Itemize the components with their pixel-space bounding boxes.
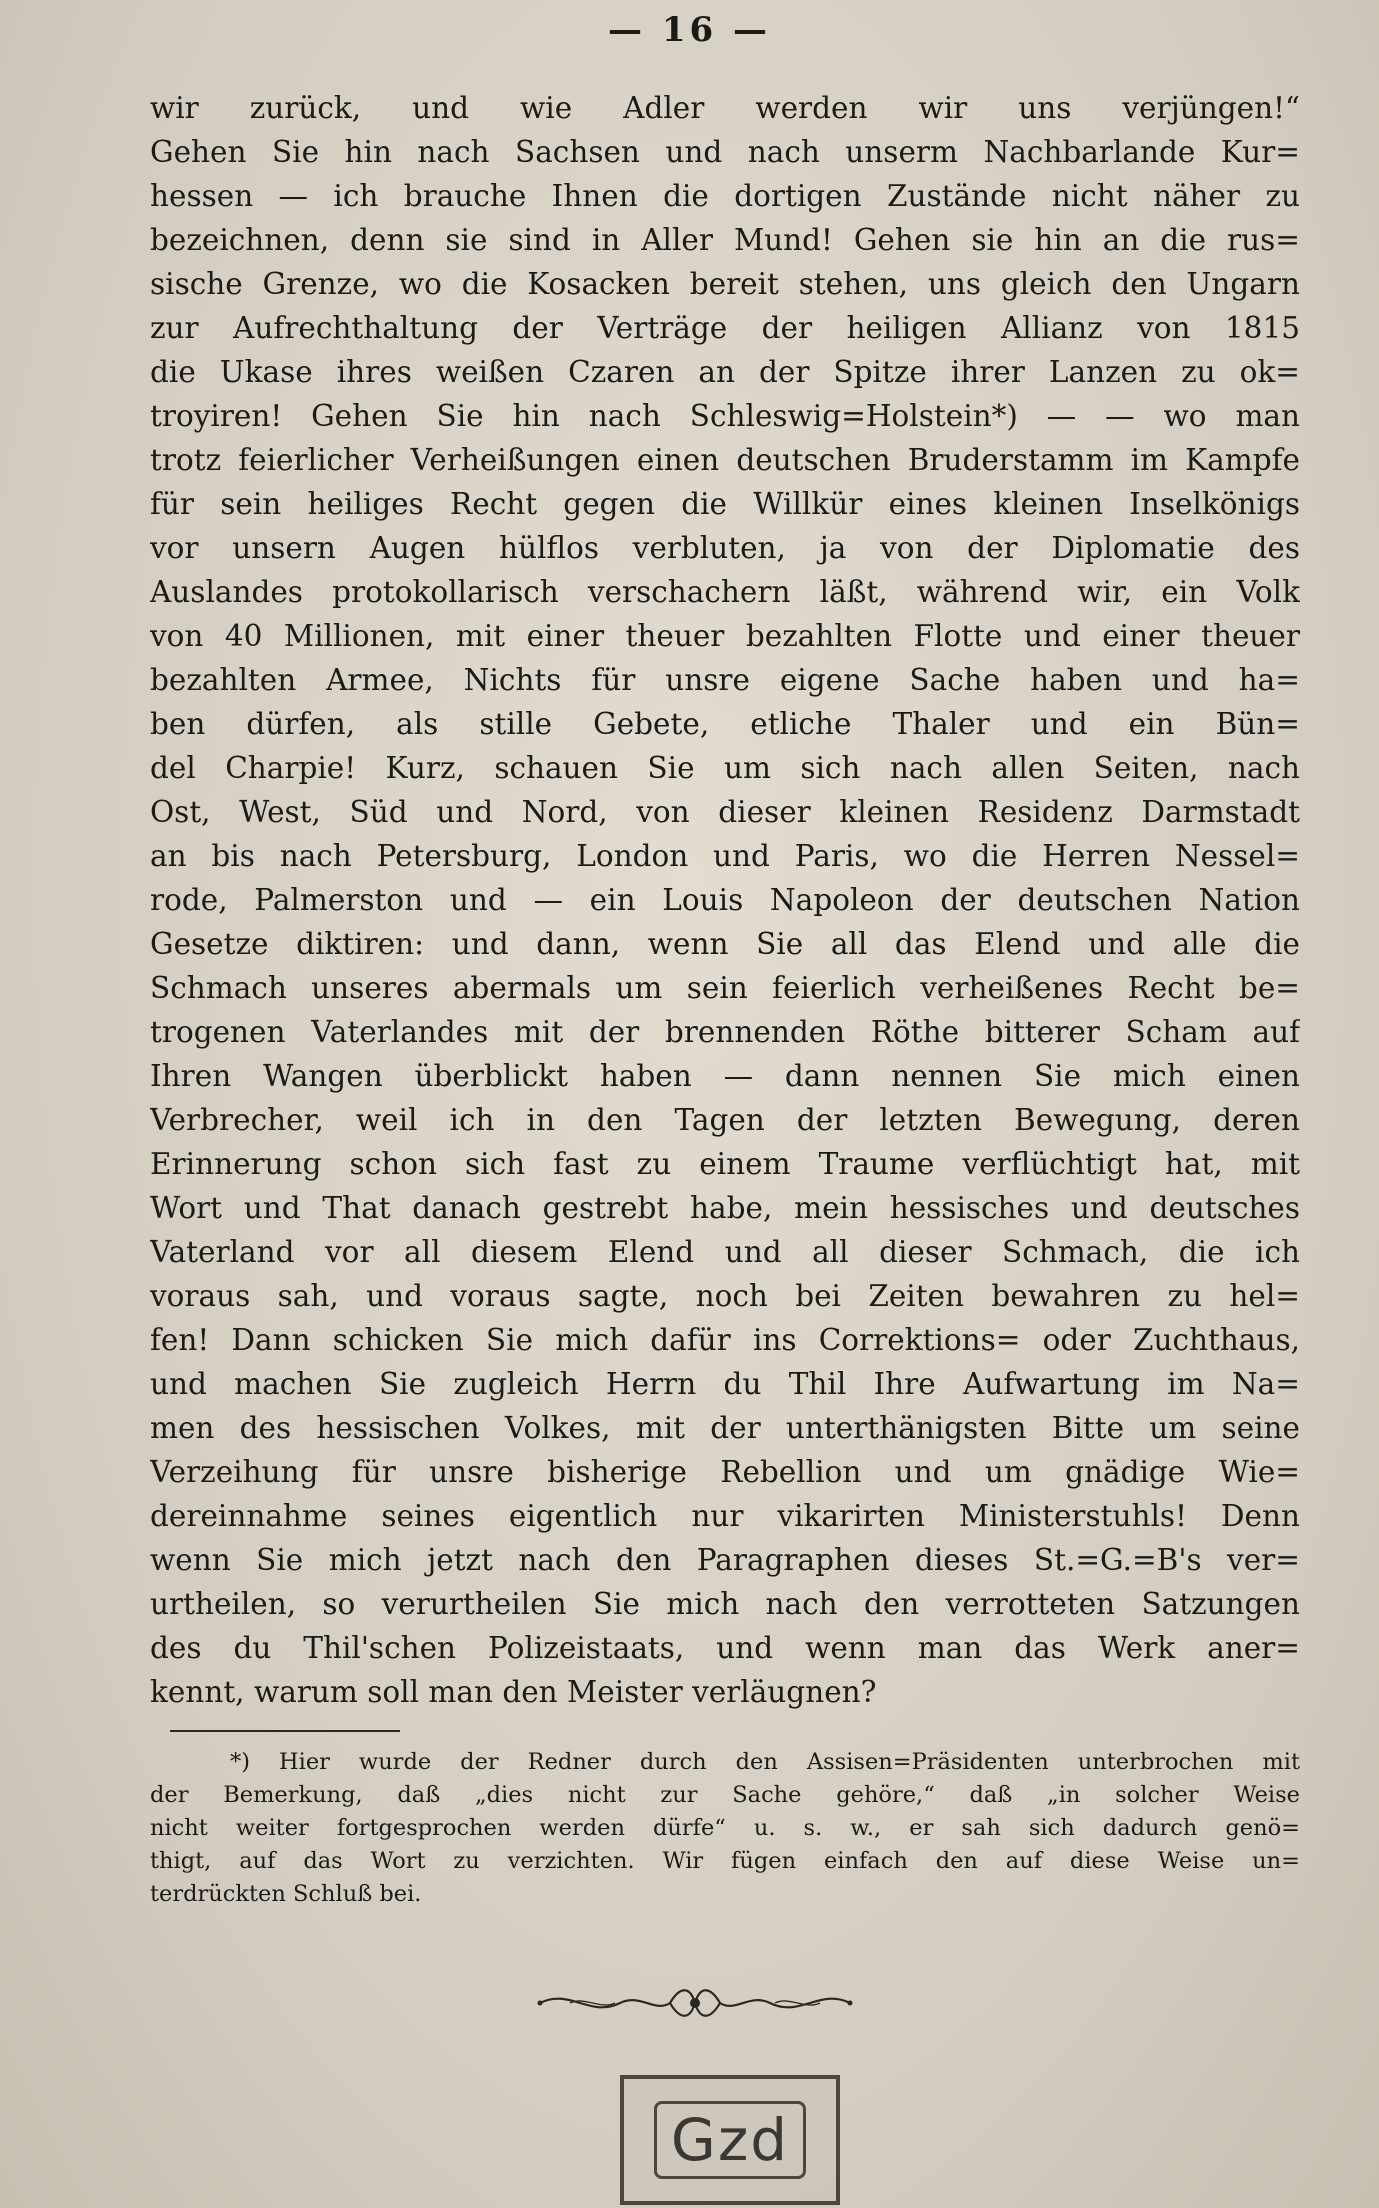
text-line: dereinnahme seines eigentlich nur vikarirten Ministerstuhls! Denn xyxy=(150,1499,1300,1533)
page-number: — 16 — xyxy=(608,10,771,50)
text-line: und machen Sie zugleich Herrn du Thil Ihre Aufwartung im Na= xyxy=(150,1367,1300,1401)
text-line: Gesetze diktiren: und dann, wenn Sie all das Elend und alle die xyxy=(150,927,1300,961)
stamp-text: Gzd xyxy=(654,2101,806,2179)
footnote-line: thigt, auf das Wort zu verzichten. Wir fügen einfach den auf diese Weise un= xyxy=(150,1848,1300,1874)
text-line: hessen — ich brauche Ihnen die dortigen Zustände nicht näher zu xyxy=(150,179,1300,213)
text-line: Gehen Sie hin nach Sachsen und nach unserm Nachbarlande Kur= xyxy=(150,135,1300,169)
text-line: Auslandes protokollarisch verschachern läßt, während wir, ein Volk xyxy=(150,575,1300,609)
text-line: wenn Sie mich jetzt nach den Paragraphen dieses St.=G.=B's ver= xyxy=(150,1543,1300,1577)
text-line: trotz feierlicher Verheißungen einen deutschen Bruderstamm im Kampfe xyxy=(150,443,1300,477)
library-stamp-icon xyxy=(620,2075,840,2205)
text-line: troyiren! Gehen Sie hin nach Schleswig=Holstein*) — — wo man xyxy=(150,399,1300,433)
text-line: Ost, West, Süd und Nord, von dieser kleinen Residenz Darmstadt xyxy=(150,795,1300,829)
text-line: wir zurück, und wie Adler werden wir uns verjüngen!“ xyxy=(150,91,1300,125)
text-line: die Ukase ihres weißen Czaren an der Spitze ihrer Lanzen zu ok= xyxy=(150,355,1300,389)
text-line: Wort und That danach gestrebt habe, mein hessisches und deutsches xyxy=(150,1191,1300,1225)
text-line: voraus sah, und voraus sagte, noch bei Zeiten bewahren zu hel= xyxy=(150,1279,1300,1313)
text-line: für sein heiliges Recht gegen die Willkür eines kleinen Inselkönigs xyxy=(150,487,1300,521)
text-line: urtheilen, so verurtheilen Sie mich nach den verrotteten Satzungen xyxy=(150,1587,1300,1621)
text-line: vor unsern Augen hülflos verbluten, ja von der Diplomatie des xyxy=(150,531,1300,565)
body-text xyxy=(150,86,1300,1714)
text-line: bezeichnen, denn sie sind in Aller Mund! Gehen sie hin an die rus= xyxy=(150,223,1300,257)
text-line: fen! Dann schicken Sie mich dafür ins Correktions= oder Zuchthaus, xyxy=(150,1323,1300,1357)
text-line: kennt, warum soll man den Meister verläugnen? xyxy=(150,1675,877,1709)
text-line: trogenen Vaterlandes mit der brennenden Röthe bitterer Scham auf xyxy=(150,1015,1300,1049)
text-line: men des hessischen Volkes, mit der unterthänigsten Bitte um seine xyxy=(150,1411,1300,1445)
footnote xyxy=(150,1746,1300,1911)
text-line: rode, Palmerston und — ein Louis Napoleon der deutschen Nation xyxy=(150,883,1300,917)
text-line: zur Aufrechthaltung der Verträge der heiligen Allianz von 1815 xyxy=(150,311,1300,345)
text-line: del Charpie! Kurz, schauen Sie um sich nach allen Seiten, nach xyxy=(150,751,1300,785)
footnote-line: nicht weiter fortgesprochen werden dürfe“ u. s. w., er sah sich dadurch genö= xyxy=(150,1815,1300,1841)
footnote-divider xyxy=(170,1730,400,1732)
text-line: bezahlten Armee, Nichts für unsre eigene Sache haben und ha= xyxy=(150,663,1300,697)
text-line: des du Thil'schen Polizeistaats, und wenn man das Werk aner= xyxy=(150,1631,1300,1665)
text-line: sische Grenze, wo die Kosacken bereit stehen, uns gleich den Ungarn xyxy=(150,267,1300,301)
text-line: Vaterland vor all diesem Elend und all dieser Schmach, die ich xyxy=(150,1235,1300,1269)
footnote-line: terdrückten Schluß bei. xyxy=(150,1881,422,1907)
decorative-divider-icon xyxy=(530,1978,860,2028)
footnote-line: der Bemerkung, daß „dies nicht zur Sache gehöre,“ daß „in solcher Weise xyxy=(150,1782,1300,1808)
text-line: Verzeihung für unsre bisherige Rebellion und um gnädige Wie= xyxy=(150,1455,1300,1489)
footnote-line: *) Hier wurde der Redner durch den Assisen=Präsidenten unterbrochen mit xyxy=(230,1749,1300,1775)
text-line: Ihren Wangen überblickt haben — dann nennen Sie mich einen xyxy=(150,1059,1300,1093)
text-line: Erinnerung schon sich fast zu einem Traume verflüchtigt hat, mit xyxy=(150,1147,1300,1181)
text-line: Schmach unseres abermals um sein feierlich verheißenes Recht be= xyxy=(150,971,1300,1005)
text-line: Verbrecher, weil ich in den Tagen der letzten Bewegung, deren xyxy=(150,1103,1300,1137)
text-line: an bis nach Petersburg, London und Paris, wo die Herren Nessel= xyxy=(150,839,1300,873)
text-line: ben dürfen, als stille Gebete, etliche Thaler und ein Bün= xyxy=(150,707,1300,741)
text-line: von 40 Millionen, mit einer theuer bezahlten Flotte und einer theuer xyxy=(150,619,1300,653)
